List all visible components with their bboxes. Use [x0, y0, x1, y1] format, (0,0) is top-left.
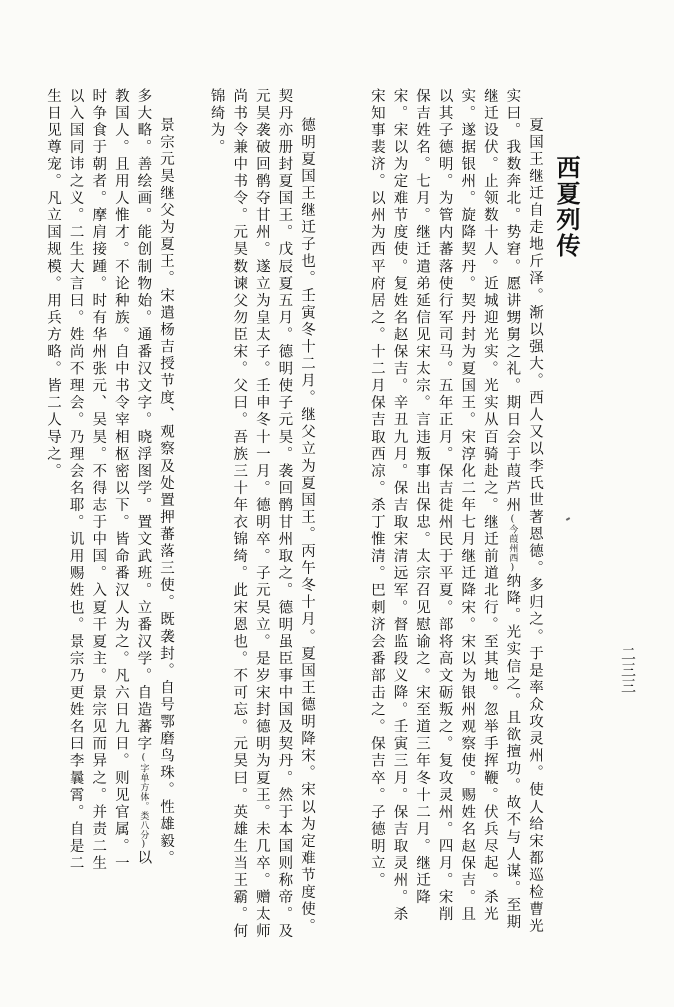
paragraph [365, 88, 546, 938]
annotation-note: (今葭州西) [507, 514, 518, 574]
text-segment: 纳降。光实信之。且欲擅功。故不与人谋。至期继迁设伏。止领数十人。近城迎光实。光实从百骑赴之。继迁前道北行。至其地。忽举手挥鞭。伏兵尽起。杀光实。遂据银州。旋降契丹。契丹封为夏国王。宋淳化二年七月继迁降宋。宋以为银州观察使。赐姓名赵保吉。且以其子德明。为管内蕃落使行军司马。五年正月。保吉徙州民于平夏。部将高文砺叛之。复攻灵州。四月。宋削保吉姓名。七月。继迁遣弟延信见宋太宗。言违叛事出保忠。太宗召见慰谕之。宋至道三年冬十二月。继迁降宋。宋以为定难节度使。复姓名赵保吉。辛丑九月。保吉取宋清远军。督监段义降。壬寅三月。保吉取灵州。杀宋知事裴济。以州为西平府居之。十二月保吉取西凉。杀丁惟清。巴刺济会番部击之。保吉卒。子德明立。 [368, 88, 521, 932]
text-block-2 [205, 88, 318, 948]
annotation-note: (字单方体。类八分) [138, 752, 149, 850]
text-segment: 德明夏国王继迁子也。壬寅冬十二月。继父立为夏国王。丙午冬十月。夏国王德明降宋。宋以为定难节度使。契丹亦册封夏国王。戊辰夏五月。德明使子元昊。袭回鹘甘州取之。德明虽臣事中国及契丹。然于本国则称帝。及元昊袭破回鹘夺甘州。遂立为皇太子。壬申冬十一月。德明卒。子元昊立。是岁宋封德明为夏王。未几卒。赠太师尚书令兼中书令。元昊数谏父勿臣宋。父曰。吾族三十年衣锦绮。此宋恩也。不可忘。元昊曰。英雄生当王霸。何锦绮为。 [208, 88, 315, 941]
ink-speck [566, 517, 570, 521]
text-block-3 [41, 88, 177, 878]
paragraph [205, 88, 318, 948]
chapter-title: 西夏列传 [552, 155, 580, 259]
text-segment: 夏国王继迁自走地斤泽。渐以强大。西人又以李氏世著恩德。多归之。于是率众攻灵州。使人给宋都巡检曹光实曰。我数奔北。势窘。愿讲甥舅之礼。期日会于葭芦州 [504, 88, 543, 936]
paragraph [41, 88, 177, 878]
page-number: 二三三 [619, 646, 637, 694]
text-segment: 景宗元昊继父为夏王。宋遣杨吉授节度、观察及处置押蕃落三使。既袭封。自号鄂磨鸟珠。性雄毅。多大略。善绘画。能创制物始。通番汉文字。晓浮图学。置文武班。立番汉学。自造蕃字 [135, 88, 174, 868]
text-block-1 [365, 88, 546, 938]
text-segment: 以教国人。且用人惟才。不论种族。自中书令宰相枢密以下。皆命番汉人为之。凡六日九日。则见官属。一时争食于朝者。摩肩接踵。时有华州张元、吴昊。不得志于中国。入夏干夏主。景宗见而异之。并责二生以入国同讳之义。二生大言曰。姓尚不理会。乃理会名耶。讥用赐姓也。景宗乃更姓名曰李曩霄。自是二生日见尊宠。凡立国规模。用兵方略。皆二人导之。 [45, 88, 152, 873]
